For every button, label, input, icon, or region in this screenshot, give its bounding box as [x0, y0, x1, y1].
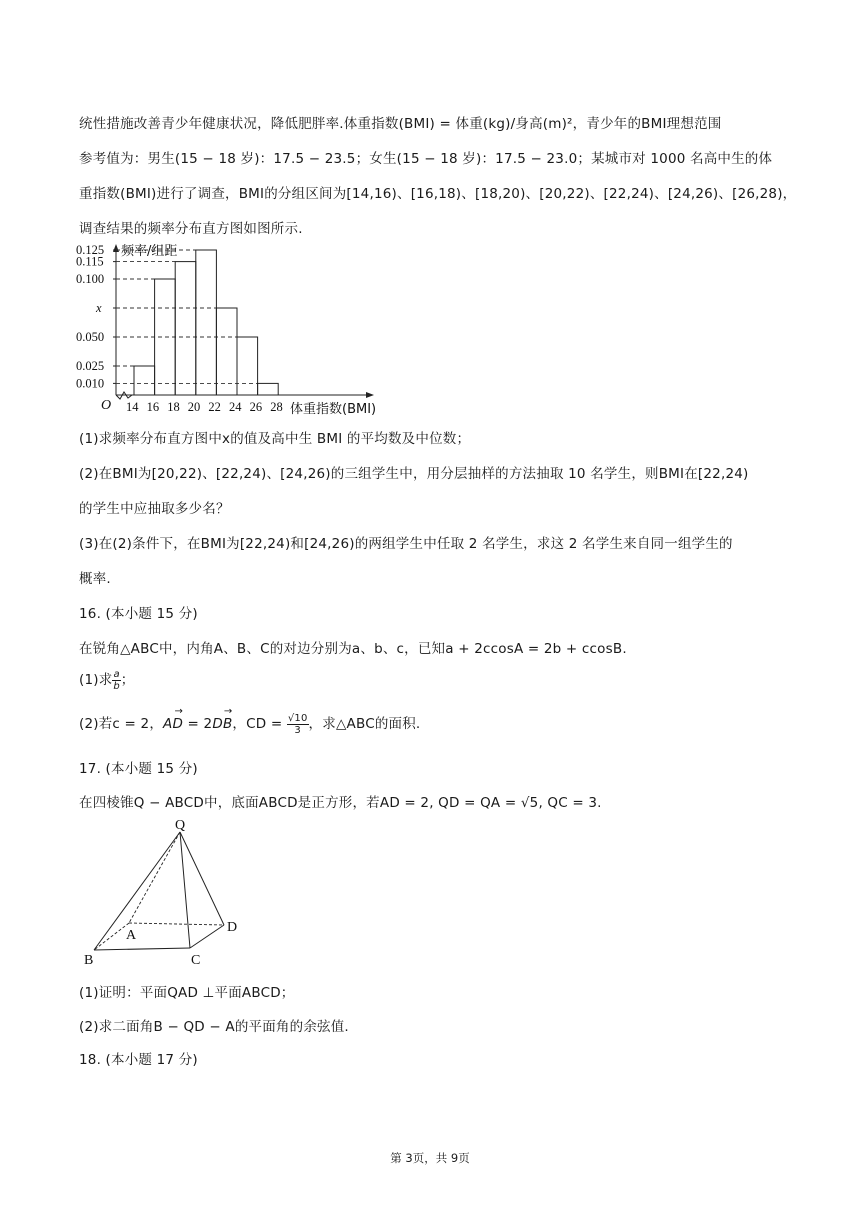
problem-17-part-1: (1)证明：平面QAD ⊥平面ABCD； — [79, 985, 295, 1001]
bmi-histogram — [70, 238, 410, 418]
fraction-denominator: b — [113, 680, 120, 692]
x-tick-label: 18 — [167, 400, 180, 414]
x-axis-label: 体重指数(BMI) — [290, 402, 377, 417]
fraction-denominator: 3 — [294, 724, 301, 736]
histogram-bar — [237, 337, 258, 395]
intro-line-1: 统性措施改善青少年健康状况，降低肥胖率.体重指数(BMI) = 体重(kg)/身高(m)²，青少年的BMI理想范围 — [79, 116, 722, 132]
vector-ad: → AD — [163, 706, 184, 732]
q2-eq: = 2 — [183, 716, 213, 732]
pyramid-figure — [80, 812, 260, 972]
vertex-a-label: A — [126, 928, 137, 943]
q15-part-2b: 的学生中应抽取多少名？ — [79, 501, 230, 517]
vertex-c-label: C — [191, 953, 201, 968]
fraction-numerator: √10 — [287, 712, 308, 724]
problem-16-part-1 — [79, 668, 134, 692]
intro-line-2: 参考值为：男生(15 − 18 岁)：17.5 − 23.5；女生(15 − 18 岁)：17.5 − 23.0；某城市对 1000 名高中生的体 — [79, 151, 773, 167]
x-tick-label: 16 — [146, 400, 160, 414]
edge-qa — [129, 832, 180, 923]
q15-part-1: (1)求频率分布直方图中x的值及高中生 BMI 的平均数及中位数； — [79, 431, 471, 447]
q2-cd: ，CD = — [232, 716, 287, 732]
y-tick-label: 0.025 — [76, 359, 105, 373]
x-tick-label: 26 — [249, 400, 263, 414]
fraction-sqrt10-over-3 — [287, 713, 309, 736]
y-tick-label: x — [96, 301, 102, 315]
x-tick-label: 14 — [126, 400, 139, 414]
edge-ad — [129, 923, 224, 925]
intro-line-3: 重指数(BMI)进行了调查，BMI的分组区间为[14,16)、[16,18)、[18,20)、[20,22)、[22,24)、[24,26)、[26,28)， — [79, 186, 797, 202]
y-axis-label: 频率/组距 — [121, 244, 178, 259]
y-tick-label: 0.050 — [76, 330, 105, 344]
q2-pre: (2)若c = 2， — [79, 716, 164, 732]
edge-qb — [94, 832, 180, 950]
q1-prefix: (1)求 — [79, 672, 113, 688]
x-tick-label: 24 — [229, 400, 242, 414]
problem-17-part-2: (2)求二面角B − QD − A的平面角的余弦值. — [79, 1019, 349, 1035]
histogram-bar — [175, 262, 196, 395]
q2-post: ，求△ABC的面积. — [308, 716, 421, 732]
q1-suffix: ； — [120, 672, 135, 688]
q15-part-3b: 概率. — [79, 571, 111, 587]
x-axis-arrow — [366, 392, 374, 398]
fraction-numerator: a — [113, 668, 120, 680]
y-tick-label: 0.125 — [76, 243, 105, 257]
problem-17-title: 17. (本小题 15 分) — [79, 761, 198, 777]
intro-line-4: 调查结果的频率分布直方图如图所示. — [79, 221, 303, 237]
histogram-bar — [196, 250, 217, 395]
page-footer: 第 3页，共 9页 — [390, 1151, 470, 1165]
y-tick-label: 0.115 — [76, 254, 104, 269]
y-axis-arrow — [113, 244, 119, 252]
origin-label: O — [101, 398, 112, 413]
histogram-bar — [258, 383, 279, 395]
vertex-b-label: B — [84, 953, 94, 968]
x-tick-label: 22 — [208, 400, 221, 414]
x-tick-label: 28 — [270, 400, 283, 414]
edge-ab — [94, 923, 129, 950]
y-tick-label: 0.010 — [76, 376, 105, 391]
histogram-bar — [134, 366, 155, 395]
q15-part-3a: (3)在(2)条件下，在BMI为[22,24)和[24,26)的两组学生中任取 2 名学生，求这 2 名学生来自同一组学生的 — [79, 536, 733, 552]
edge-bc — [94, 948, 190, 950]
vector-db: → DB — [212, 706, 233, 732]
vertex-q-label: Q — [175, 818, 186, 833]
x-tick-label: 20 — [187, 400, 201, 414]
fraction-a-over-b — [112, 669, 120, 692]
problem-18-title: 18. (本小题 17 分) — [79, 1052, 198, 1068]
problem-16-part-2 — [79, 706, 421, 736]
histogram-bar — [216, 308, 237, 395]
edge-cd — [190, 925, 224, 948]
problem-17-stem: 在四棱锥Q − ABCD中，底面ABCD是正方形，若AD = 2, QD = QA = √5, QC = 3. — [79, 795, 602, 811]
vertex-d-label: D — [227, 920, 238, 935]
q15-part-2a: (2)在BMI为[20,22)、[22,24)、[24,26)的三组学生中，用分层抽样的方法抽取 10 名学生，则BMI在[22,24) — [79, 466, 749, 482]
problem-16-stem: 在锐角△ABC中，内角A、B、C的对边分别为a、b、c，已知a + 2ccosA = 2b + ccosB. — [79, 641, 627, 657]
problem-16-title: 16. (本小题 15 分) — [79, 606, 198, 622]
y-tick-label: 0.100 — [76, 272, 105, 286]
